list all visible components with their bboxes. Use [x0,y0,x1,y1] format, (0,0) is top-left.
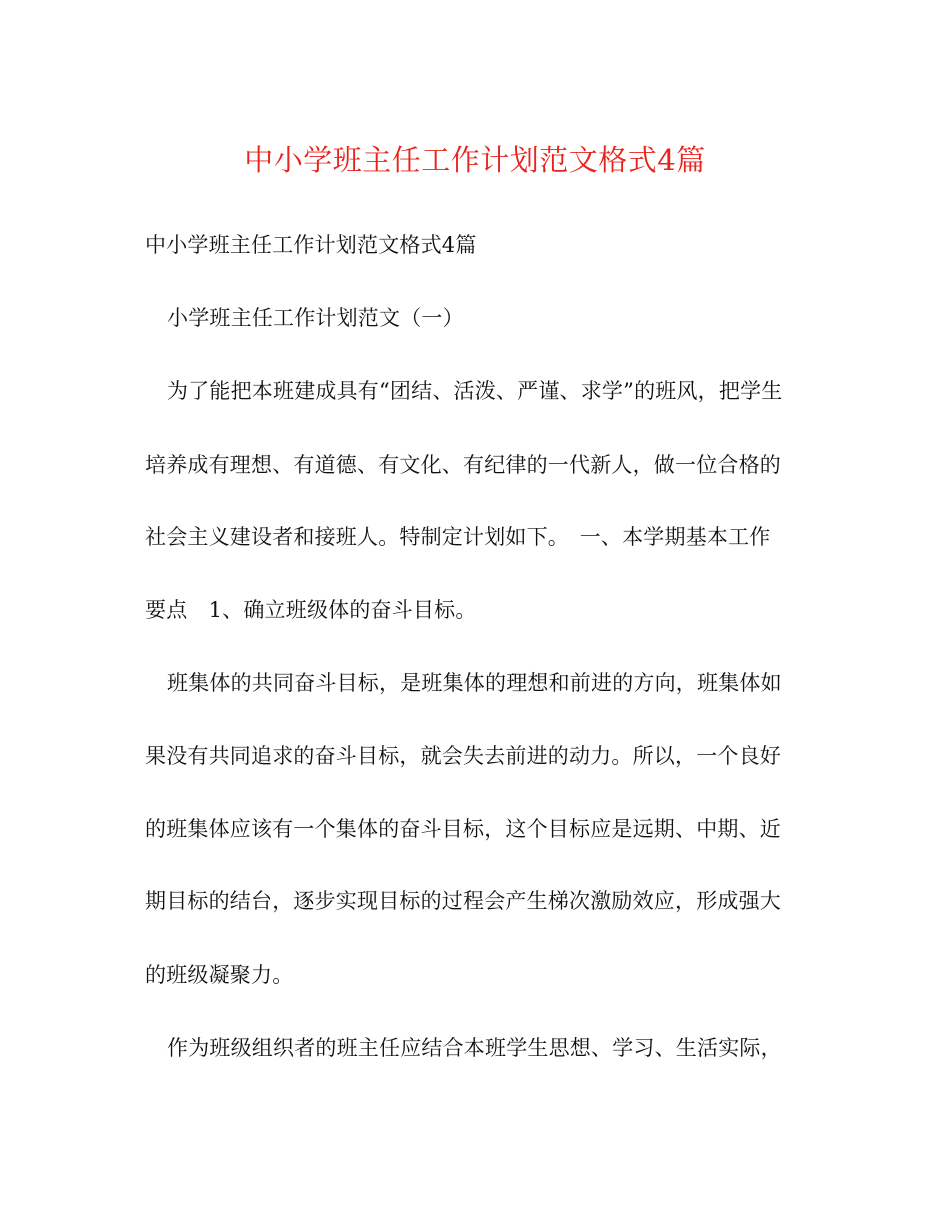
paragraph-line: 培养成有理想、有道德、有文化、有纪律的一代新人，做一位合格的 [145,453,781,477]
paragraph-line: 为了能把本班建成具有“团结、活泼、严谨、求学”的班风，把学生 [167,379,783,403]
paragraph-line: 要点 1、确立班级体的奋斗目标。 [145,598,477,622]
paragraph-line: 期目标的结台，逐步实现目标的过程会产生梯次激励效应，形成强大 [145,889,781,913]
paragraph-line: 社会主义建设者和接班人。特制定计划如下。 一、本学期基本工作 [145,525,771,549]
section-heading: 小学班主任工作计划范文（一） [167,306,464,330]
paragraph-line: 的班级凝聚力。 [145,963,294,987]
subtitle-line: 中小学班主任工作计划范文格式4篇 [145,233,477,257]
paragraph-line: 果没有共同追求的奋斗目标，就会失去前进的动力。所以，一个良好 [145,744,781,768]
document-title: 中小学班主任工作计划范文格式4篇 [244,143,706,177]
paragraph-line: 作为班级组织者的班主任应结合本班学生思想、学习、生活实际， [167,1036,782,1060]
paragraph-line: 的班集体应该有一个集体的奋斗目标，这个目标应是远期、中期、近 [145,817,781,841]
paragraph-line: 班集体的共同奋斗目标，是班集体的理想和前进的方向，班集体如 [167,671,782,695]
